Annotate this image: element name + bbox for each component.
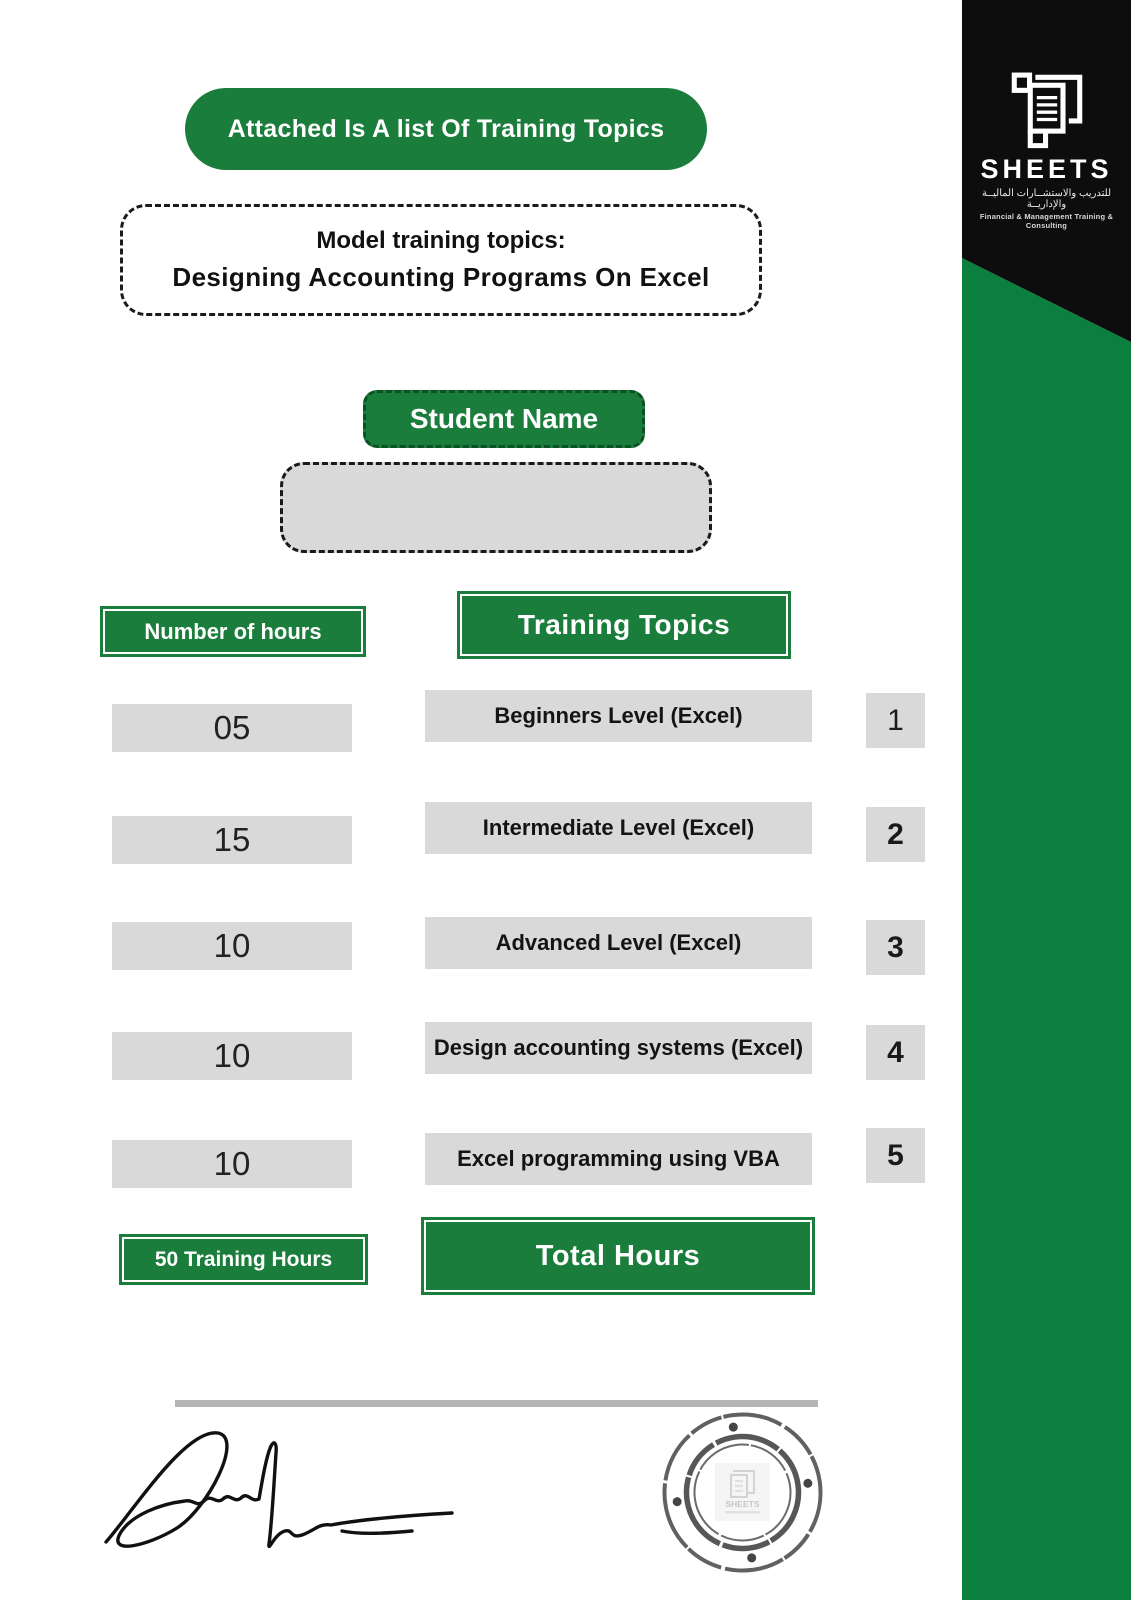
topic-cell: Beginners Level (Excel) bbox=[425, 690, 812, 742]
corner-ribbon bbox=[962, 0, 1131, 1600]
title-pill: Attached Is A list Of Training Topics bbox=[185, 88, 707, 170]
total-hours-label: Total Hours bbox=[424, 1220, 812, 1292]
handwritten-signature bbox=[90, 1412, 480, 1572]
brand-name: SHEETS bbox=[980, 154, 1113, 184]
topic-cell: Intermediate Level (Excel) bbox=[425, 802, 812, 854]
hours-column-header: Number of hours bbox=[103, 609, 363, 654]
sheets-round-stamp-icon bbox=[655, 1405, 830, 1580]
hours-cell: 10 bbox=[112, 1032, 352, 1080]
model-topics-line2: Designing Accounting Programs On Excel bbox=[172, 262, 710, 292]
hours-cell: 05 bbox=[112, 704, 352, 752]
row-number-cell: 1 bbox=[866, 693, 925, 748]
hours-cell: 10 bbox=[112, 1140, 352, 1188]
student-name-field[interactable] bbox=[280, 462, 712, 553]
hours-cell: 15 bbox=[112, 816, 352, 864]
topic-cell: Excel programming using VBA bbox=[425, 1133, 812, 1185]
svg-text:SHEETS: SHEETS bbox=[725, 1499, 760, 1509]
brand-tagline-english: Financial & Management Training & Consulting bbox=[979, 212, 1114, 230]
total-hours-value: 50 Training Hours bbox=[122, 1237, 365, 1282]
row-number-cell: 4 bbox=[866, 1025, 925, 1080]
brand-tagline-arabic: للتدريب والاستشــارات الماليــة والإداريــة bbox=[981, 188, 1112, 210]
topic-cell: Advanced Level (Excel) bbox=[425, 917, 812, 969]
sheets-document-icon bbox=[1010, 70, 1084, 150]
row-number-cell: 5 bbox=[866, 1128, 925, 1183]
model-topics-box bbox=[120, 204, 762, 316]
topics-column-header: Training Topics bbox=[460, 594, 788, 656]
topic-cell: Design accounting systems (Excel) bbox=[425, 1022, 812, 1074]
row-number-cell: 3 bbox=[866, 920, 925, 975]
hours-cell: 10 bbox=[112, 922, 352, 970]
model-topics-line1: Model training topics: bbox=[316, 227, 566, 254]
student-name-button: Student Name bbox=[363, 390, 645, 448]
row-number-cell: 2 bbox=[866, 807, 925, 862]
brand-block bbox=[962, 70, 1131, 230]
